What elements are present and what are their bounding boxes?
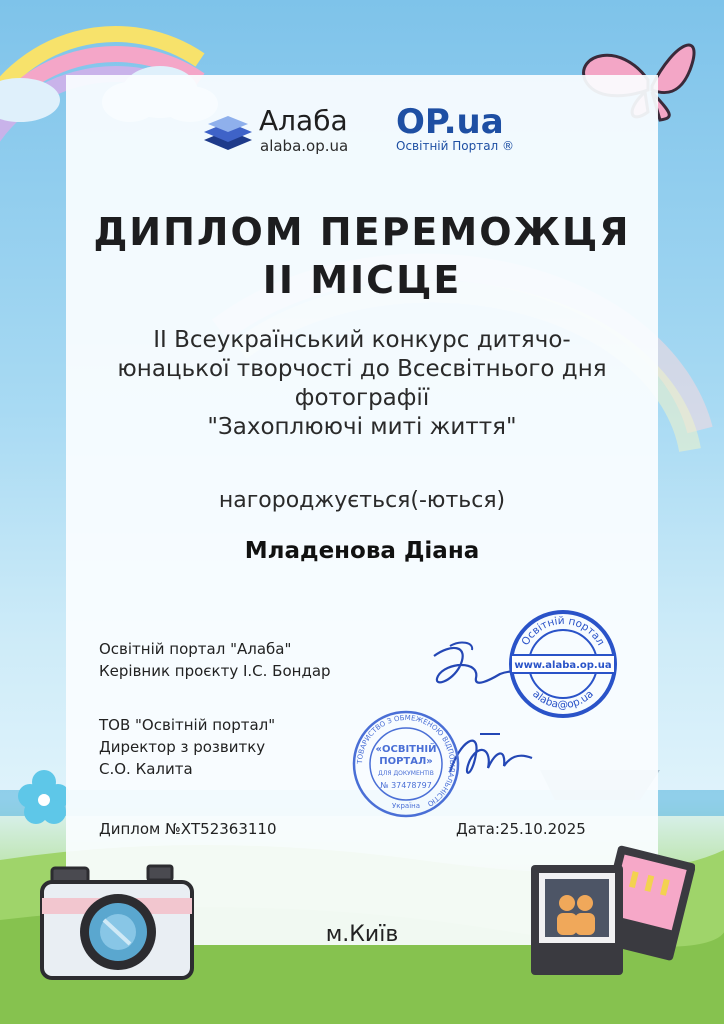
- alaba-logo-name: Алаба: [259, 104, 348, 137]
- diploma-number-row: [99, 820, 277, 838]
- awarded-text: нагороджується(-ються): [218, 488, 506, 513]
- title-line-1: ДИПЛОМ ПЕРЕМОЖЦЯ: [93, 210, 631, 254]
- city: м.Київ: [325, 922, 399, 947]
- alaba-logo-icon: [200, 110, 256, 156]
- stamp-2-center-line-3: ДЛЯ ДОКУМЕНТІВ: [378, 770, 434, 777]
- stamp-1-center-text: www.alaba.op.ua: [514, 660, 612, 671]
- stamp-2-ring-text: ТОВАРИСТВО З ОБМЕЖЕНОЮ ВІДПОВІДАЛЬНІСТЮ: [355, 713, 457, 808]
- signatory-alaba: [99, 638, 331, 682]
- flower-icon: [18, 770, 70, 824]
- op-stamp-icon: [352, 710, 460, 818]
- signatory-2-line-2: Директор з розвитку: [99, 738, 266, 756]
- signatory-1-line-1: Освітній портал "Алаба": [99, 640, 292, 658]
- contest-line-2: юнацької творчості до Всесвітнього дня: [117, 356, 607, 382]
- stamp-2-code: № 37478797: [380, 781, 432, 790]
- stamp-1-bottom-text: alaba@op.ua: [530, 688, 596, 712]
- diploma-number-label: Диплом №: [99, 820, 181, 838]
- stamp-1-top-text: Освітній портал: [519, 614, 607, 648]
- signatory-2-line-1: ТОВ "Освітній портал": [99, 716, 276, 734]
- contest-description: [66, 326, 658, 442]
- svg-text:alaba@op.ua: [530, 688, 596, 711]
- contest-line-3: фотографії: [294, 385, 430, 411]
- signatory-op: [99, 714, 275, 780]
- photos-icon: [525, 845, 695, 980]
- stamp-2-center-line-2: ПОРТАЛ»: [379, 756, 433, 767]
- diploma-title: [66, 208, 658, 304]
- contest-line-4: "Захоплюючі миті життя": [207, 414, 517, 440]
- stamp-2-country: Україна: [391, 802, 421, 810]
- title-line-2: II МІСЦЕ: [262, 258, 462, 302]
- alaba-logo-url: alaba.op.ua: [260, 137, 349, 155]
- alaba-stamp-icon: [507, 608, 619, 720]
- date-label: Дата:: [456, 820, 500, 838]
- diploma-number: ХТ52363110: [180, 820, 277, 838]
- stamp-2-center-line-1: «ОСВІТНІЙ: [375, 744, 437, 755]
- winner-name: Младенова Діана: [244, 538, 480, 564]
- date-value: 25.10.2025: [499, 820, 586, 838]
- contest-line-1: II Всеукраїнський конкурс дитячо-: [153, 327, 571, 353]
- op-logo-subtitle: Освітній Портал ®: [396, 139, 515, 153]
- op-logo-name: OP.ua: [396, 102, 504, 142]
- signatory-2-line-3: С.О. Калита: [99, 760, 193, 778]
- signatory-1-line-2: Керівник проєкту І.С. Бондар: [99, 662, 331, 680]
- date-row: [456, 820, 586, 838]
